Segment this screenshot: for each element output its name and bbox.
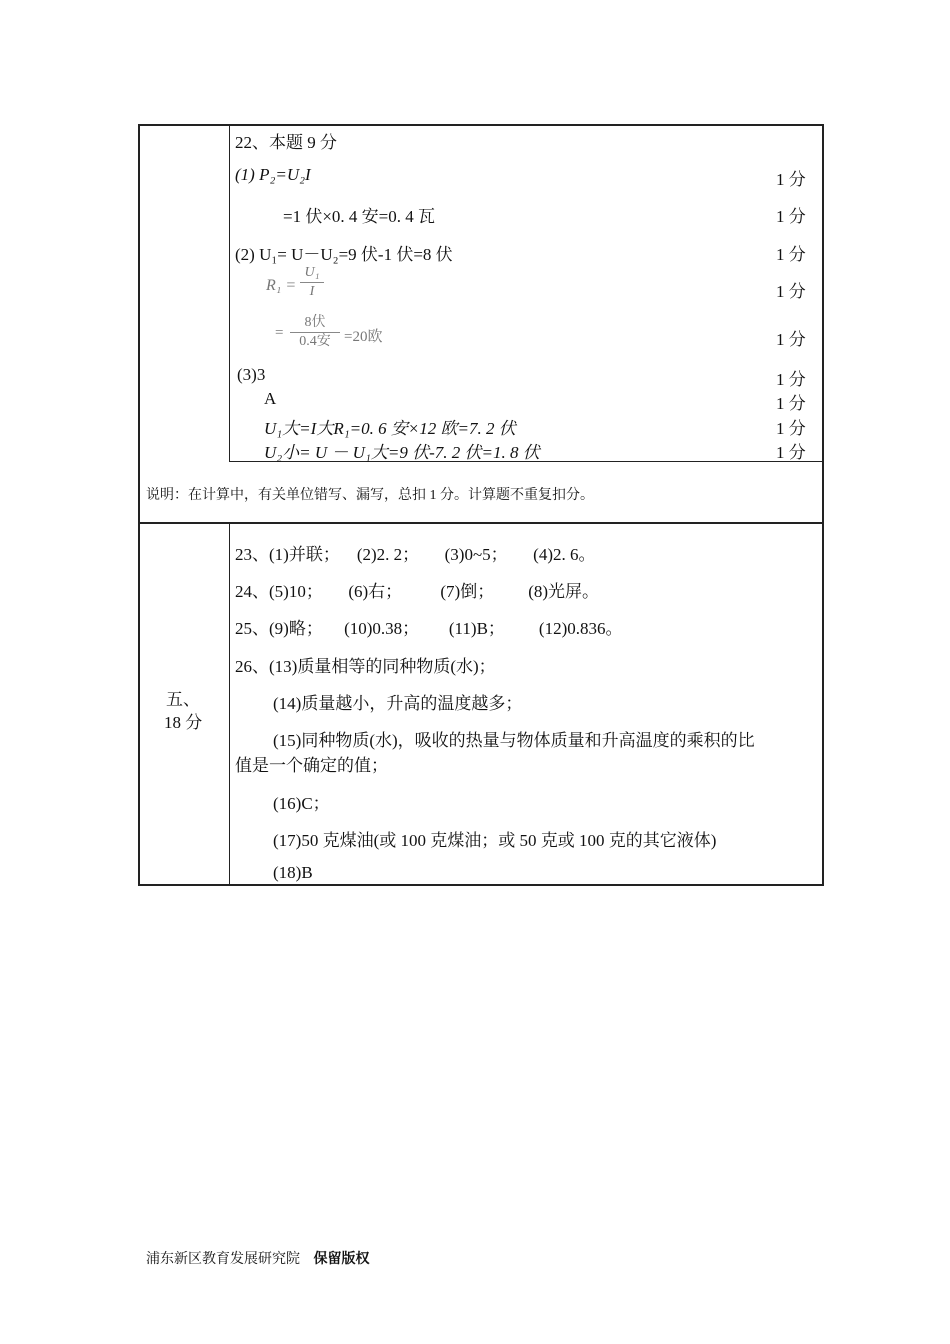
q26-e: (17)50 克煤油(或 100 克煤油；或 50 克或 100 克的其它液体) xyxy=(273,831,717,850)
score-9: 1 分 xyxy=(776,443,806,462)
q22-line2: =1 伏×0. 4 安=0. 4 瓦 xyxy=(283,207,436,226)
score-3: 1 分 xyxy=(776,245,806,264)
footer-org: 浦东新区教育发展研究院 xyxy=(146,1252,300,1267)
q26-a: 26、(13)质量相等的同种物质(水)； xyxy=(235,657,496,676)
r1-fraction xyxy=(300,264,324,301)
q23: 23、(1)并联； (2)2. 2； (3)0~5； (4)2. 6。 xyxy=(235,545,596,564)
calc-fraction xyxy=(290,314,340,351)
q26-f: (18)B xyxy=(273,863,313,882)
q22-line1-text: (1) P₂=U₂I xyxy=(235,165,311,184)
score-7: 1 分 xyxy=(776,394,806,413)
column-divider-top xyxy=(229,124,230,462)
scoring-note: 说明：在计算中，有关单位错写、漏写，总扣 1 分。计算题不重复扣分。 xyxy=(146,488,594,503)
calc-eq: = xyxy=(275,325,284,341)
table-border-right xyxy=(822,124,824,886)
q22-line7: A xyxy=(264,389,277,408)
q26-c2: 值是一个确定的值； xyxy=(235,756,388,775)
row-divider-note xyxy=(138,522,824,524)
table-border-bottom xyxy=(138,884,824,886)
score-5: 1 分 xyxy=(776,330,806,349)
footer xyxy=(146,1248,370,1268)
footer-rights: 保留版权 xyxy=(313,1252,370,1267)
q26-c1: (15)同种物质(水)，吸收的热量与物体质量和升高温度的乘积的比 xyxy=(273,731,755,750)
score-2: 1 分 xyxy=(776,207,806,226)
q24: 24、(5)10； (6)右； (7)倒； (8)光屏。 xyxy=(235,582,600,601)
score-6: 1 分 xyxy=(776,370,806,389)
q22-line6: (3)3 xyxy=(237,365,266,384)
section5-label-2: 18 分 xyxy=(164,713,203,732)
calc-numerator: 8伏 xyxy=(304,315,326,330)
q22-line3: (2) U₁= U－U₂=9 伏-1 伏=8 伏 xyxy=(235,245,453,264)
table-border-left xyxy=(138,124,140,886)
score-4: 1 分 xyxy=(776,282,806,301)
table-border-top xyxy=(138,124,824,126)
calc-result: =20欧 xyxy=(344,329,383,345)
section5-label-1: 五、 xyxy=(166,690,200,709)
q22-line8: U₁大=I大R₁=0. 6 安×12 欧=7. 2 伏 xyxy=(264,419,516,438)
score-1: 1 分 xyxy=(776,170,806,189)
q22-line1 xyxy=(235,165,311,185)
q26-d: (16)C； xyxy=(273,794,330,813)
r1-numerator: U₁ xyxy=(304,265,320,280)
q22-line9: U₂小= U － U₁大=9 伏-7. 2 伏=1. 8 伏 xyxy=(264,443,540,462)
q22-title: 22、本题 9 分 xyxy=(235,133,337,152)
q25: 25、(9)略； (10)0.38； (11)B； (12)0.836。 xyxy=(235,619,623,638)
score-8: 1 分 xyxy=(776,419,806,438)
r1-denominator: I xyxy=(309,284,315,299)
calc-denominator: 0.4安 xyxy=(299,334,331,349)
r1-label: R₁ = xyxy=(266,277,297,294)
q26-b: (14)质量越小，升高的温度越多； xyxy=(273,694,523,713)
column-divider-bottom xyxy=(229,522,230,885)
